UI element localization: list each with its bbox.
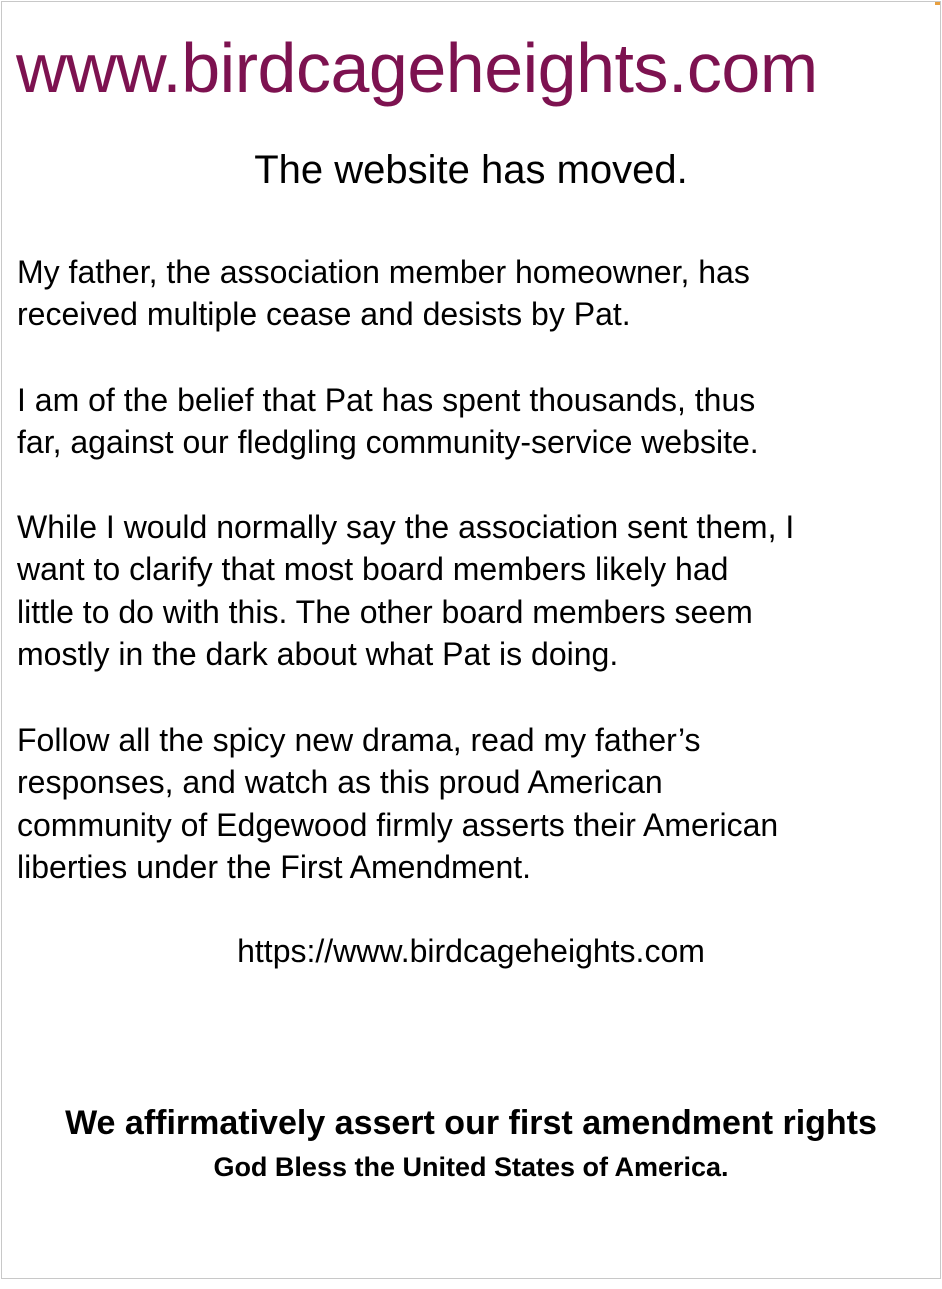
paragraph-board-clarification: While I would normally say the association sent them, I want to clarify that most board members likely had little to do with this. The other board members seem mostly in the dark about what Pat is doing. <box>17 509 795 672</box>
moved-notice: The website has moved. <box>254 148 688 192</box>
paragraph-cease-desist: My father, the association member homeowner, has received multiple cease and desists by Pat. <box>17 254 750 333</box>
first-amendment-assertion: We affirmatively assert our first amendment rights <box>65 1104 877 1142</box>
site-title: www.birdcageheights.com <box>16 29 818 107</box>
paragraph-spending-belief: I am of the belief that Pat has spent thousands, thus far, against our fledgling community-service website. <box>17 382 759 461</box>
blessing-line: God Bless the United States of America. <box>213 1152 729 1182</box>
corner-marker <box>935 2 940 5</box>
new-site-url: https://www.birdcageheights.com <box>237 933 705 969</box>
document-page <box>1 1 941 1279</box>
paragraph-follow-drama: Follow all the spicy new drama, read my father’s responses, and watch as this proud American community of Edgewood firmly asserts their American liberties under the First Amendment. <box>17 722 779 885</box>
